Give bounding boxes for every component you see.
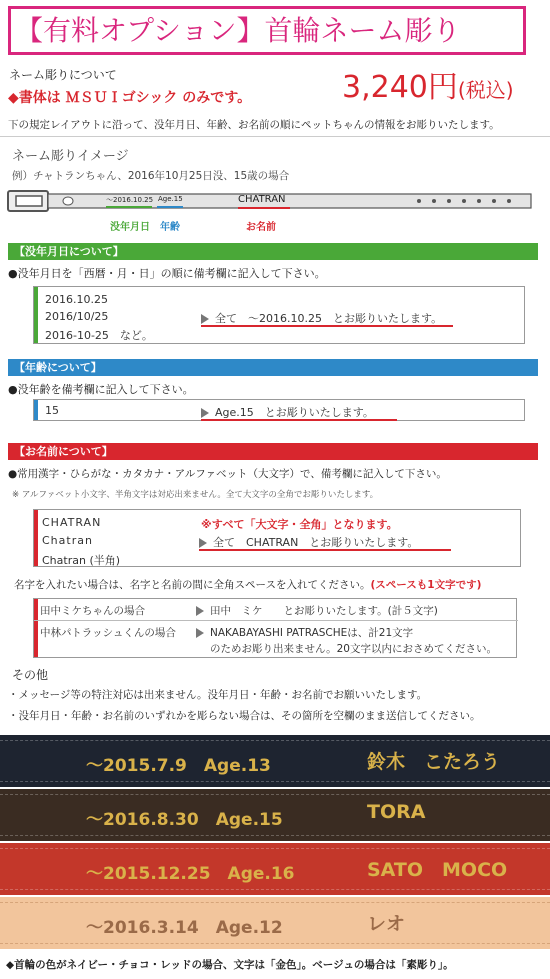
font-note: ◆書体は ＭＳＵＩゴシック のみです。 [8, 90, 252, 106]
age-underline [157, 206, 183, 208]
arrow-icon [201, 314, 209, 324]
name-stripe [34, 510, 38, 566]
price [342, 62, 514, 106]
strap-beige [0, 897, 550, 949]
name-result-underline [199, 549, 451, 551]
image-heading: ネーム彫りイメージ [12, 149, 129, 164]
name-underline [238, 207, 290, 209]
strap-date: ～2016.8.30 Age.15 [86, 810, 283, 830]
date-ex-3: 2016-10-25 など。 [45, 329, 153, 342]
age-stripe [34, 400, 38, 420]
date-result-text: 全て ～2016.10.25 とお彫りいたします。 [215, 312, 443, 325]
strap-name: レオ [367, 913, 406, 935]
date-section-bar: 【没年月日について】 [8, 243, 538, 260]
strap-red [0, 843, 550, 895]
other-line-1: ・メッセージ等の特注対応は出来ません。没年月日・年齢・お名前でお願いいたします。 [8, 689, 428, 701]
name-instruction: ●常用漢字・ひらがな・カタカナ・アルファベット（大文字）で、備考欄に記入して下さい。 [8, 468, 447, 480]
age-result-text: Age.15 とお彫りいたします。 [215, 406, 374, 419]
name-rows-box [33, 598, 517, 658]
row2-right-text: NAKABAYASHI PATRASCHEは、計21文字 [210, 627, 414, 639]
name-ex-1: CHATRAN [42, 516, 102, 529]
row1-right-text: 田中 ミケ とお彫りいたします。(計５文字) [210, 605, 438, 617]
strap-name: 鈴木 こたろう [367, 751, 501, 773]
date-underline [106, 206, 152, 208]
about-label: ネーム彫りについて [9, 68, 117, 82]
divider [0, 136, 550, 137]
label-age: 年齢 [160, 222, 180, 233]
strap-name: TORA [367, 801, 426, 823]
row2-right-2: のためお彫り出来ません。20文字以内におさめてください。 [210, 643, 497, 655]
arrow-icon [196, 628, 204, 638]
image-example: 例）チャトランちゃん、2016年10月25日没、15歳の場合 [12, 170, 290, 182]
space-note-text: 名字を入れたい場合は、名字と名前の間に全角スペースを入れてください。 [14, 579, 371, 591]
label-date: 没年月日 [110, 222, 150, 233]
price-tax: (税込) [457, 78, 514, 102]
name-example-box [33, 509, 521, 567]
strap-name: SATO MOCO [367, 859, 508, 881]
footer-note: ◆首輪の色がネイビー・チョコ・レッドの場合、文字は「金色」。ベージュの場合は「素彫り」。 [6, 959, 454, 971]
date-instruction: ●没年月日を「西暦・月・日」の順に備考欄に記入して下さい。 [8, 267, 326, 280]
date-ex-1: 2016.10.25 [45, 293, 108, 306]
other-heading: その他 [12, 668, 49, 682]
arrow-icon [201, 408, 209, 418]
date-example-box [33, 286, 525, 344]
row-divider [34, 620, 518, 621]
name-note: ※ アルファベット小文字、半角文字は対応出来ません。全て大文字の全角でお彫りいたします。 [12, 490, 379, 500]
rows-stripe [34, 599, 38, 657]
name-ex-3: Chatran (半角) [42, 554, 121, 567]
age-result-underline [201, 419, 397, 421]
strap-date: ～2015.7.9 Age.13 [86, 756, 271, 776]
collar-date: ～2016.10.25 [106, 196, 154, 204]
collar-age: Age.15 [158, 195, 183, 203]
arrow-icon [196, 606, 204, 616]
date-result-underline [201, 325, 453, 327]
age-instruction: ●没年齢を備考欄に記入して下さい。 [8, 383, 194, 396]
strap-date: ～2015.12.25 Age.16 [86, 864, 295, 884]
date-stripe [34, 287, 38, 343]
name-result [199, 534, 418, 550]
age-result [201, 404, 374, 420]
age-section-bar: 【年齢について】 [8, 359, 538, 376]
date-result [201, 310, 442, 326]
age-ex: 15 [45, 404, 59, 417]
other-line-2: ・没年月日・年齢・お名前のいずれかを彫らない場合は、その箇所を空欄のまま送信してください。 [8, 710, 481, 722]
row2-left: 中林パトラッシュくんの場合 [40, 627, 176, 639]
row1-right [196, 603, 438, 618]
page-title: 【有料オプション】首輪ネーム彫り [8, 6, 526, 55]
space-note-red: (スペースも1文字です) [370, 579, 482, 591]
age-example-box [33, 399, 525, 421]
strap-choco [0, 789, 550, 841]
row1-left: 田中ミケちゃんの場合 [40, 605, 145, 617]
collar-name: CHATRAN [238, 194, 286, 205]
name-result-text: 全て CHATRAN とお彫りいたします。 [213, 536, 419, 549]
name-ex-2: Chatran [42, 534, 93, 547]
caps-note: ※すべて「大文字・全角」となります。 [201, 518, 398, 531]
label-name: お名前 [246, 222, 276, 233]
strap-date: ～2016.3.14 Age.12 [86, 918, 283, 938]
arrow-icon [199, 538, 207, 548]
strap-navy [0, 735, 550, 787]
price-value: 3,240円 [342, 70, 458, 105]
space-note [14, 577, 481, 592]
date-ex-2: 2016/10/25 [45, 310, 109, 323]
description: 下の規定レイアウトに沿って、没年月日、年齢、お名前の順にペットちゃんの情報をお彫りいたします。 [8, 119, 500, 131]
row2-right [196, 625, 413, 640]
name-section-bar: 【お名前について】 [8, 443, 538, 460]
